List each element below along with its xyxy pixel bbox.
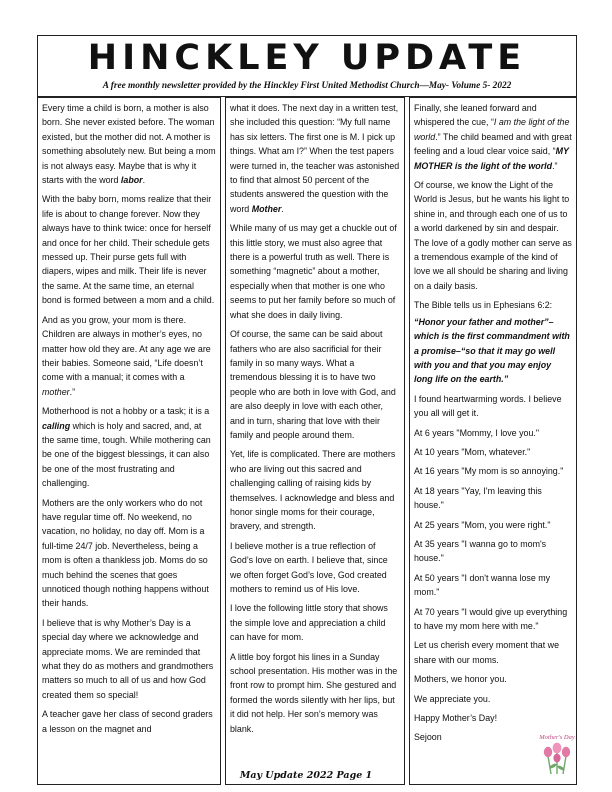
- newsletter-page: [37, 35, 577, 743]
- paragraph: Motherhood is not a hobby or a task; it is a calling which is holy and sacred, and, at the same time, tough. While mothering can be one of the biggest blessings, it can also be one of the most frustrating and challenging.: [42, 406, 211, 489]
- paragraph: Let us cherish every moment that we share with our moms.: [414, 640, 560, 665]
- column-2: [225, 97, 405, 785]
- paragraph: Of course, the same can be said about fathers who are also sacrificial for their family in so many ways. What a tremendous blessing it is to have two people who are both in love with God, and are also deeply in love with each other, and in turn, sharing that love with their family and people around them.: [230, 329, 396, 440]
- paragraph: Mothers are the only workers who do not have regular time off. No weekend, no vacation, no holiday, no day off. Mom is a full-time 24/7 job. Nevertheless, being a mom is often a thankless job. Moms do so much behind the scenes that goes unnoticed though nothing happens without their hands.: [42, 497, 209, 609]
- newsletter-tagline: A free monthly newsletter provided by the Hinckley First United Methodist Church—May- Volume 5- 2022: [102, 81, 512, 91]
- paragraph: I love the following little story that shows the simple love and appreciation a child can have for mom.: [230, 603, 388, 643]
- scripture-quote: “Honor your father and mother”– which is the first commandment with a promise–“so that it may go well with you and that you may enjoy long life on the earth.”: [414, 316, 570, 385]
- paragraph: I believe mother is a true reflection of God’s love on earth. I believe that, since we often forget God’s love, God created mothers to remind us of His love.: [230, 540, 388, 594]
- age-quote: At 6 years "Mommy, I love you.": [414, 427, 539, 438]
- paragraph: A teacher gave her class of second graders a lesson on the magnet and: [42, 709, 213, 734]
- paragraph: Finally, she leaned forward and whispered the cue, “I am the light of the world.” The child beamed and with great feeling and a loud clear voice said, “MY MOTHER is the light of the world.”: [414, 103, 572, 171]
- paragraph: I believe that is why Mother’s Day is a special day where we acknowledge and appreciate moms. We are reminded that what they do as mothers and grandmothers matters so much to all of us and how God created them so special!: [42, 617, 214, 700]
- paragraph: Every time a child is born, a mother is also born. She never existed before. The woman existed, but the mother did not. A mother is something absolutely new. But being a mom is not always easy. Maybe that is why it starts with the word labor.: [42, 103, 216, 186]
- age-quote: At 10 years "Mom, whatever.": [414, 446, 531, 457]
- paragraph: The Bible tells us in Ephesians 6:2:: [414, 300, 553, 311]
- column-1: [37, 97, 221, 785]
- age-quote: At 70 years "I would give up everything to have my mom here with me.": [414, 606, 568, 631]
- paragraph: Happy Mother’s Day!: [414, 713, 498, 724]
- paragraph: While many of us may get a chuckle out of this little story, we must also agree that there is a powerful truth as well. There is something “magnetic” about a mother, especially when that mother is one who seems to put her family before so much of what she does in daily living.: [230, 223, 397, 320]
- age-quote: At 35 years "I wanna go to mom's house.": [414, 538, 547, 564]
- paragraph: We appreciate you.: [414, 693, 491, 704]
- age-quote: At 25 years "Mom, you were right.": [414, 519, 551, 530]
- age-quote: At 50 years "I don't wanna lose my mom.": [414, 572, 551, 598]
- paragraph: what it does. The next day in a written test, she included this question: “My full name has six letters. The first one is M. I pick up things. What am I?” When the test papers were turned in, the teacher was astonished to find that almost 50 percent of the students answered the question with the word Mother.: [230, 103, 400, 214]
- column-3: [409, 97, 577, 785]
- newsletter-title: HINCKLEY UPDATE: [87, 38, 527, 78]
- masthead: [37, 35, 577, 97]
- article-columns: [37, 97, 577, 785]
- flower-caption: Mother's Day: [539, 734, 575, 741]
- age-quote: At 16 years "My mom is so annoying.": [414, 466, 564, 477]
- paragraph: Of course, we know the Light of the World is Jesus, but he wants his light to shine in, and through each one of us to a world darkened by sin and despair. The love of a godly mother can serve as a tremendous example of the kind of love we all should be sharing and living on a daily basis.: [414, 180, 572, 291]
- paragraph: A little boy forgot his lines in a Sunday school presentation. His mother was in the front row to prompt him. She gestured and formed the words silently with her lips, but it did not help. Her son’s memory was blank.: [230, 651, 398, 734]
- paragraph: I found heartwarming words. I believe you all will get it.: [414, 393, 562, 419]
- paragraph: Yet, life is complicated. There are mothers who are living out this sacred and challenging calling of raising kids by themselves. I acknowledge and bless and honor single moms for their courage, bravery, and strength.: [230, 449, 396, 532]
- age-quote: At 18 years "Yay, I'm leaving this house.": [414, 485, 542, 511]
- paragraph: With the baby born, moms realize that their life is about to change forever. Now they always have to think twice: once for herself and once for her child. Their schedule gets messed up. Their purse gets full with diapers, wipes and milk. Their life is never the same. At the same time, an eternal bond is formed between a mom and a child.: [42, 194, 215, 306]
- signature-name: Sejoon: [414, 732, 442, 743]
- paragraph: Mothers, we honor you.: [414, 674, 507, 685]
- page-footer: May Update 2022 Page 1: [239, 770, 373, 781]
- paragraph: And as you grow, your mom is there. Children are always in mother’s eyes, no matter how old they are. At any age we are their babies. Someone said, “Life doesn’t come with a manual; it comes with a mother.”: [42, 314, 211, 397]
